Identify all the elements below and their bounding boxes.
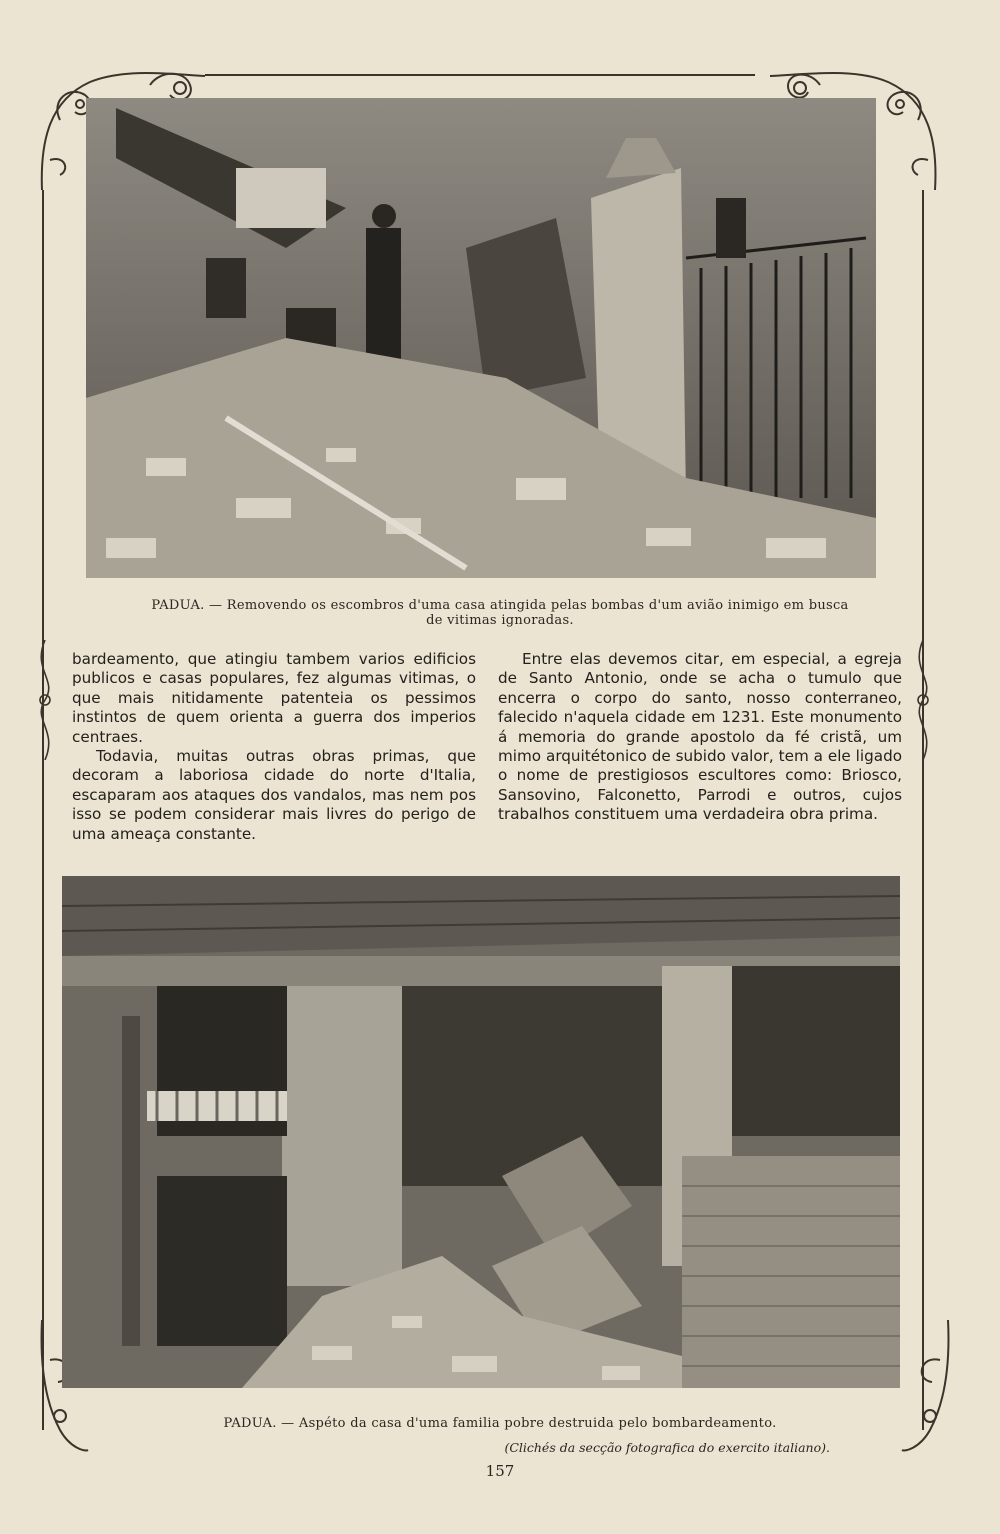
photo-credit: (Clichés da secção fotografica do exercito italiano).: [504, 1440, 830, 1455]
photo-destroyed-house: [62, 876, 900, 1388]
photo-rubble-removal: [86, 98, 876, 578]
frame-right-line: [922, 190, 924, 1430]
photo2-caption: PADUA. — Aspéto da casa d'uma familia pobre destruida pelo bombardeamento.: [223, 1416, 777, 1431]
side-ornament-right: [908, 640, 938, 760]
frame-left-line: [42, 190, 44, 1430]
side-ornament-left: [30, 640, 60, 760]
article-paragraph: Todavia, muitas outras obras primas, que decoram a laboriosa cidade do norte d'Italia, escaparam aos ataques dos vandalos, mas nem pos isso se podem considerar mais livres do perigo de uma ameaça constante.: [72, 747, 476, 843]
photo1-caption-line2: de vitimas ignoradas.: [426, 613, 574, 628]
article-paragraph: bardeamento, que atingiu tambem varios edificios publicos e casas populares, fez algumas vitimas, o que mais nitidamente patenteia os pessimos instintos de quem orienta a guerra dos imperios centraes.: [72, 650, 476, 746]
article-column-right: [498, 650, 902, 825]
frame-top-line: [205, 74, 755, 76]
photo-rubble-removal-image: [86, 98, 876, 578]
photo-destroyed-house-image: [62, 876, 900, 1388]
photo1-caption: [60, 598, 940, 628]
photo1-caption-line1: PADUA. — Removendo os escombros d'uma casa atingida pelas bombas d'um avião inimigo em busca: [151, 598, 849, 613]
corner-ornament-bottom-right: [900, 1320, 960, 1460]
article-paragraph: Entre elas devemos citar, em especial, a egreja de Santo Antonio, onde se acha o tumulo que encerra o corpo do santo, nosso conterraneo, falecido n'aquela cidade em 1231. Este monumento á memoria do grande apostolo da fé cristã, um mimo arquitétonico de subido valor, tem a ele ligado o nome de prestigiosos escultores como: Briosco, Sansovino, Falconetto, Parrodi e outros, cujos trabalhos constituem uma verdadeira obra prima.: [498, 650, 902, 824]
article-column-left: [72, 650, 476, 844]
page-number: 157: [485, 1462, 515, 1480]
